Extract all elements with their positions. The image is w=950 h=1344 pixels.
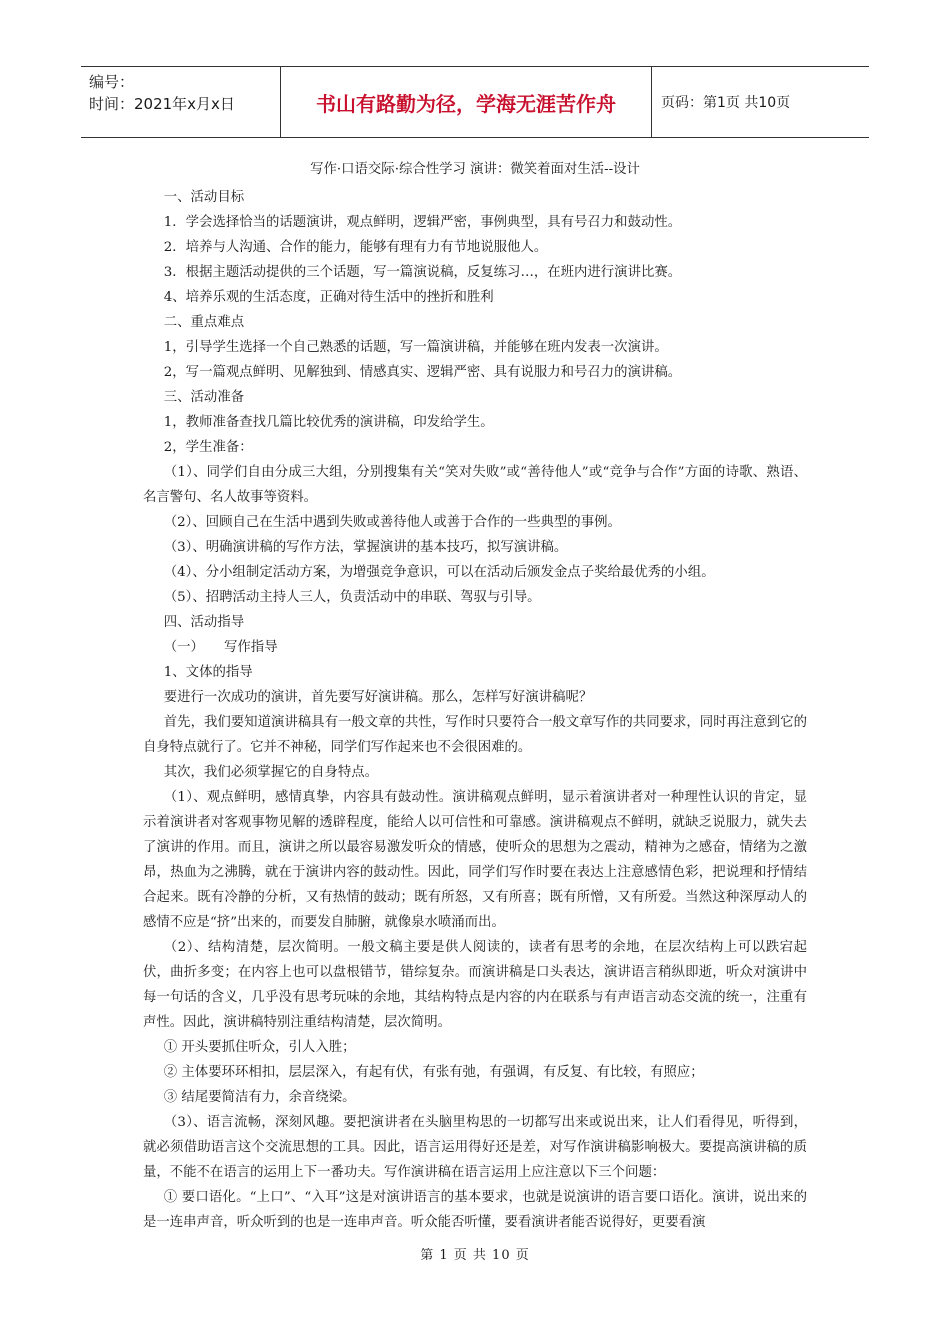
paragraph: ③ 结尾要简洁有力，余音绕梁。 [163,1090,356,1105]
paragraph: （5）、招聘活动主持人三人，负责活动中的串联、驾驭与引导。 [163,590,541,605]
paragraph: 三、活动准备 [163,390,245,405]
paragraph-list [143,185,807,1235]
paragraph: 1，引导学生选择一个自己熟悉的话题，写一篇演讲稿，并能够在班内发表一次演讲。 [163,340,668,355]
page-header [81,66,869,138]
time-label: 时间：2021年x月x日 [89,95,235,113]
paragraph: （1）、同学们自由分成三大组，分别搜集有关“笑对失败”或“善待他人”或“竞争与合作”方面的诗歌、熟语、名言警句、名人故事等资料。 [143,465,807,505]
paragraph: 四、活动指导 [163,615,245,630]
paragraph: （4）、分小组制定活动方案，为增强竞争意识，可以在活动后颁发金点子奖给最优秀的小组。 [163,565,715,580]
paragraph: （1）、观点鲜明，感情真挚，内容具有鼓动性。演讲稿观点鲜明，显示着演讲者对一种理性认识的肯定，显示着演讲者对客观事物见解的透辟程度，能给人以可信性和可靠感。演讲稿观点不鲜明，就缺乏说服力，就失去了演讲的作用。而且，演讲之所以最容易激发听众的情感，使听众的思想为之震动，精神为之感奋，情绪为之激昂，热血为之沸腾，就在于演讲内容的鼓动性。因此，同学们写作时要在表达上注意感情色彩，把说理和抒情结合起来。既有冷静的分析，又有热情的鼓动；既有所怒，又有所喜；既有所憎，又有所爱。当然这种深厚动人的感情不应是“挤”出来的，而要发自肺腑，就像泉水喷涌而出。 [143,790,807,930]
header-motto: 书山有路勤为径，学海无涯苦作舟 [280,67,652,137]
page-footer: 第 1 页 共 10 页 [420,1248,530,1263]
paragraph: （一） 写作指导 [163,640,278,655]
paragraph: 首先，我们要知道演讲稿具有一般文章的共性，写作时只要符合一般文章写作的共同要求，同时再注意到它的自身特点就行了。它并不神秘，同学们写作起来也不会很困难的。 [143,715,807,755]
paragraph: （2）、结构清楚，层次简明。一般文稿主要是供人阅读的，读者有思考的余地，在层次结构上可以跌宕起伏，曲折多变；在内容上也可以盘根错节，错综复杂。而演讲稿是口头表达，演讲语言稍纵即逝，听众对演讲中每一句话的含义，几乎没有思考玩味的余地，其结构特点是内容的内在联系与有声语言动态交流的统一，注重有声性。因此，演讲稿特别注重结构清楚，层次简明。 [143,940,807,1030]
number-label: 编号： [89,73,135,91]
paragraph: 一、活动目标 [163,190,245,205]
paragraph: 二、重点难点 [163,315,245,330]
paragraph: 1．学会选择恰当的话题演讲，观点鲜明，逻辑严密，事例典型，具有号召力和鼓动性。 [163,215,682,230]
document-title: 写作·口语交际·综合性学习 演讲：微笑着面对生活--设计 [310,162,640,177]
paragraph: （3）、明确演讲稿的写作方法，掌握演讲的基本技巧，拟写演讲稿。 [163,540,568,555]
paragraph: （2）、回顾自己在生活中遇到失败或善待他人或善于合作的一些典型的事例。 [163,515,621,530]
paragraph: 1、文体的指导 [163,665,253,680]
paragraph: 要进行一次成功的演讲，首先要写好演讲稿。那么，怎样写好演讲稿呢？ [163,690,593,705]
document-body [143,159,807,1235]
header-meta [89,71,235,115]
paragraph: 其次，我们必须掌握它的自身特点。 [163,765,379,780]
header-page-info: 页码：第1页 共10页 [661,95,791,111]
paragraph: 2，学生准备： [163,440,253,455]
paragraph: 3．根据主题活动提供的三个话题，写一篇演说稿，反复练习…，在班内进行演讲比赛。 [163,265,682,280]
paragraph: 4、培养乐观的生活态度，正确对待生活中的挫折和胜利 [163,290,494,305]
paragraph: ① 开头要抓住听众，引人入胜； [163,1040,356,1055]
paragraph: （3）、语言流畅，深刻风趣。要把演讲者在头脑里构思的一切都写出来或说出来，让人们看得见，听得到，就必须借助语言这个交流思想的工具。因此，语言运用得好还是差，对写作演讲稿影响极大。要提高演讲稿的质量，不能不在语言的运用上下一番功夫。写作演讲稿在语言运用上应注意以下三个问题： [143,1115,807,1180]
paragraph: 2．培养与人沟通、合作的能力，能够有理有力有节地说服他人。 [163,240,548,255]
paragraph: ② 主体要环环相扣，层层深入，有起有伏，有张有弛，有强调，有反复、有比较，有照应； [163,1065,704,1080]
paragraph: ① 要口语化。“上口”、“入耳”这是对演讲语言的基本要求，也就是说演讲的语言要口语化。演讲，说出来的是一连串声音，听众听到的也是一连串声音。听众能否听懂，要看演讲者能否说得好，更要看演 [143,1190,807,1230]
paragraph: 2，写一篇观点鲜明、见解独到、情感真实、逻辑严密、具有说服力和号召力的演讲稿。 [163,365,682,380]
paragraph: 1，教师准备查找几篇比较优秀的演讲稿，印发给学生。 [163,415,494,430]
